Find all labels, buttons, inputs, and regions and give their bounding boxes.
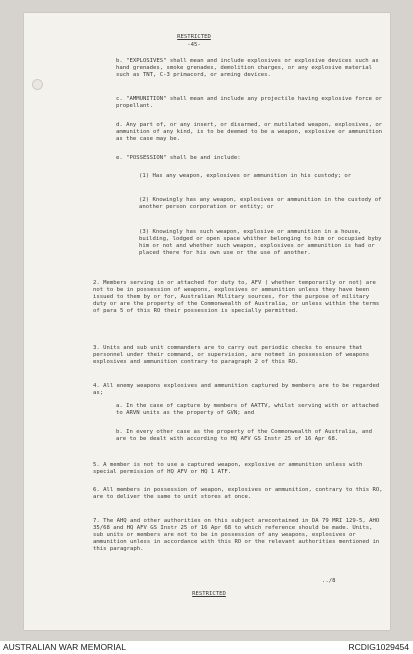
archive-name: AUSTRALIAN WAR MEMORIAL [3, 642, 126, 652]
document-page [24, 13, 390, 630]
paragraph-3: 3. Units and sub unit commanders are to carry out periodic checks to ensure that personnel under their command, or supervision, are notmet in possession of weapons explosives and ammunition contrary to paragraph 2 of this RO. [93, 345, 370, 365]
paragraph-1e-3: (3) Knowingly has such weapon, explosive or ammunition in a house, building, lodged or open space whither belonging to him or occupied byby him or not and whether such weapon, explosives or ammunition is had or placed there for his own use or the use of another. [139, 229, 382, 256]
paragraph-4a: a. In the case of capture by members of AATTV, whilst serving with or attached to ARVN units as the property of GVN; and [116, 403, 379, 416]
archive-reference: RCDIG1029454 [348, 642, 409, 652]
paragraph-4b: b. In every other case as the property of the Commonwealth of Australia, and are to be dealt with according to HQ AFV GS Instr 25 of 16 Apr 68. [116, 429, 372, 442]
paragraph-1c: c. "AMMUNITION" shall mean and include any projectile having explosive force or propellant. [116, 96, 383, 109]
paragraph-1e-1: (1) Has any weapon, explosives or ammunition in his custody; or [139, 173, 352, 179]
page-number: -45- [187, 42, 201, 48]
paragraph-1d: d. Any part of, or any insert, or disarmed, or mutilated weapon, explosives, or ammunition of any kind, is to be deemed to be a weapon, explosive or ammunition as the case may be. [116, 122, 383, 142]
punch-hole [32, 79, 43, 90]
footer-classification: RESTRICTED [192, 591, 226, 597]
paragraph-6: 6. All members in possession of weapon, explosives or ammunition, contrary to this RO, are to deliver the same to unit stores at once. [93, 487, 383, 500]
paragraph-7: 7. The AHQ and other authorities on this subject arecontained in DA 79 MRI 129-5, AHO 35/68 and HQ AFV GS Instr 25 of 16 Apr 68 to which reference should be made. Units, sub units or members are not to be in possession of any weapons, explosives or ammunition unless in accordance with this RO or the relevant authorities mentioned in this paragraph. [93, 518, 380, 552]
paragraph-1e: e. "POSSESSION" shall be and include: [116, 155, 241, 161]
paragraph-4: 4. All enemy weapons explosives and ammunition captured by members are to be regarded as; [93, 383, 380, 396]
header-classification: RESTRICTED [177, 34, 211, 40]
archive-caption-bar [0, 641, 413, 654]
paragraph-1b: b. "EXPLOSIVES" shall mean and include explosives or explosive devices such as hand grenades, smoke grenades, demolition charges, or any explosive material such as TNT, C-3 primacord, or arming devices. [116, 58, 379, 78]
paragraph-2: 2. Members serving in or attached for duty to, AFV ( whether temporarily or not) are not to be in possession of weapons, explosives or ammunition unless they have been issued to them by or for, Australian Military sources, for the purpose of military duty or are the property of the Commonwealth of Australia, or unless within the terms of para 5 of this RO their possession is specially permitted. [93, 280, 380, 314]
paragraph-1e-2: (2) Knowingly has any weapon, explosives or ammunition in the custody of another person corporation or entity; or [139, 197, 382, 210]
paragraph-5: 5. A member is not to use a captured weapon, explosive or ammunition unless with special permission of HQ AFV or HQ 1 ATF. [93, 462, 363, 475]
continuation-marker: ../8 [322, 578, 336, 584]
